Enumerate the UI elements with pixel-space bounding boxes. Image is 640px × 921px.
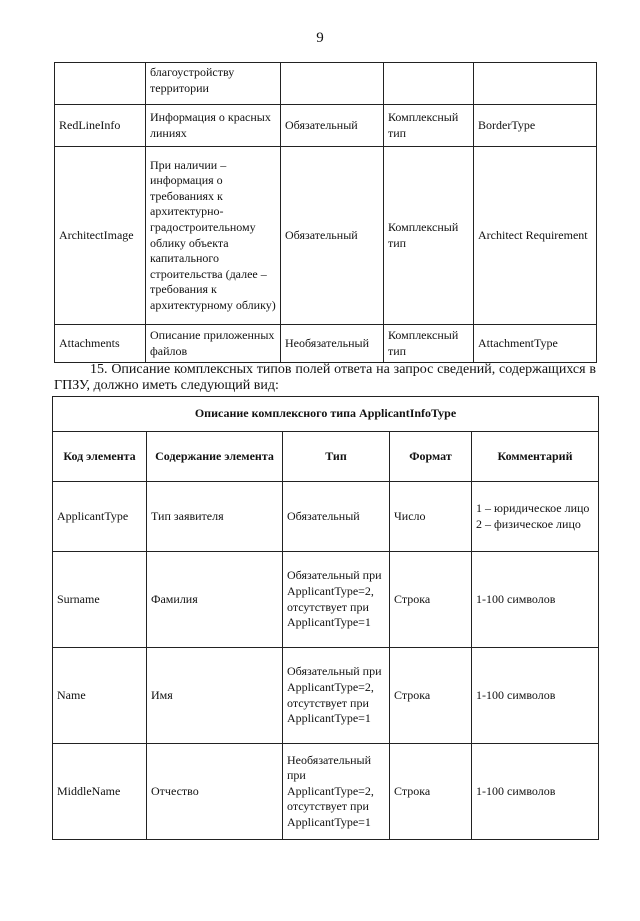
element-comment-cell: Architect Requirement [474,147,597,325]
element-content-cell: Информация о красных линиях [146,105,281,147]
table-row [55,105,597,147]
table-row [55,63,597,105]
table-header-row [53,432,599,482]
element-comment-cell: 1-100 символов [472,552,599,648]
element-format-cell: Число [390,482,472,552]
element-format-cell: Комплексный тип [384,325,474,363]
element-comment-cell: 1 – юридическое лицо 2 – физическое лицо [472,482,599,552]
element-format-cell [384,63,474,105]
column-header: Комментарий [472,432,599,482]
page-number: 9 [316,30,324,46]
element-format-cell: Строка [390,648,472,744]
table-row [53,648,599,744]
element-name-cell: Attachments [55,325,146,363]
element-type-cell: Обязательный [283,482,390,552]
element-type-cell: Необязательный [281,325,384,363]
element-comment-cell: AttachmentType [474,325,597,363]
element-content-cell: При наличии – информация о требованиях к архитектурно-градостроительному облику объекта капитального строительства (далее – требования к архитектурному облику) [146,147,281,325]
table-row [53,482,599,552]
column-header: Содержание элемента [147,432,283,482]
element-format-cell: Комплексный тип [384,105,474,147]
table-row [53,552,599,648]
element-type-cell: Обязательный [281,105,384,147]
column-header: Тип [283,432,390,482]
element-content-cell: Отчество [147,744,283,840]
element-content-cell: благоустройству территории [146,63,281,105]
column-header: Код элемента [53,432,147,482]
table-row [55,147,597,325]
elements-table-continued [54,62,597,363]
element-format-cell: Строка [390,744,472,840]
element-code-cell: Surname [53,552,147,648]
element-comment-cell: 1-100 символов [472,648,599,744]
element-type-cell: Обязательный при ApplicantType=2, отсутствует при ApplicantType=1 [283,552,390,648]
element-name-cell: RedLineInfo [55,105,146,147]
table-row [53,744,599,840]
element-code-cell: ApplicantType [53,482,147,552]
element-name-cell [55,63,146,105]
element-code-cell: MiddleName [53,744,147,840]
applicant-info-type-table [52,396,599,840]
element-content-cell: Фамилия [147,552,283,648]
table-caption-row [53,397,599,432]
element-type-cell [281,63,384,105]
element-name-cell: ArchitectImage [55,147,146,325]
element-format-cell: Комплексный тип [384,147,474,325]
element-type-cell: Необязательный при ApplicantType=2, отсутствует при ApplicantType=1 [283,744,390,840]
element-code-cell: Name [53,648,147,744]
element-comment-cell [474,63,597,105]
table-caption: Описание комплексного типа ApplicantInfoType [53,397,599,432]
section-paragraph: 15. Описание комплексных типов полей ответа на запрос сведений, содержащихся в ГПЗУ, должно иметь следующий вид: [54,362,596,394]
element-format-cell: Строка [390,552,472,648]
element-content-cell: Имя [147,648,283,744]
element-comment-cell: 1-100 символов [472,744,599,840]
element-type-cell: Обязательный при ApplicantType=2, отсутствует при ApplicantType=1 [283,648,390,744]
element-comment-cell: BorderType [474,105,597,147]
element-content-cell: Описание приложенных файлов [146,325,281,363]
element-content-cell: Тип заявителя [147,482,283,552]
table-row [55,325,597,363]
column-header: Формат [390,432,472,482]
element-type-cell: Обязательный [281,147,384,325]
